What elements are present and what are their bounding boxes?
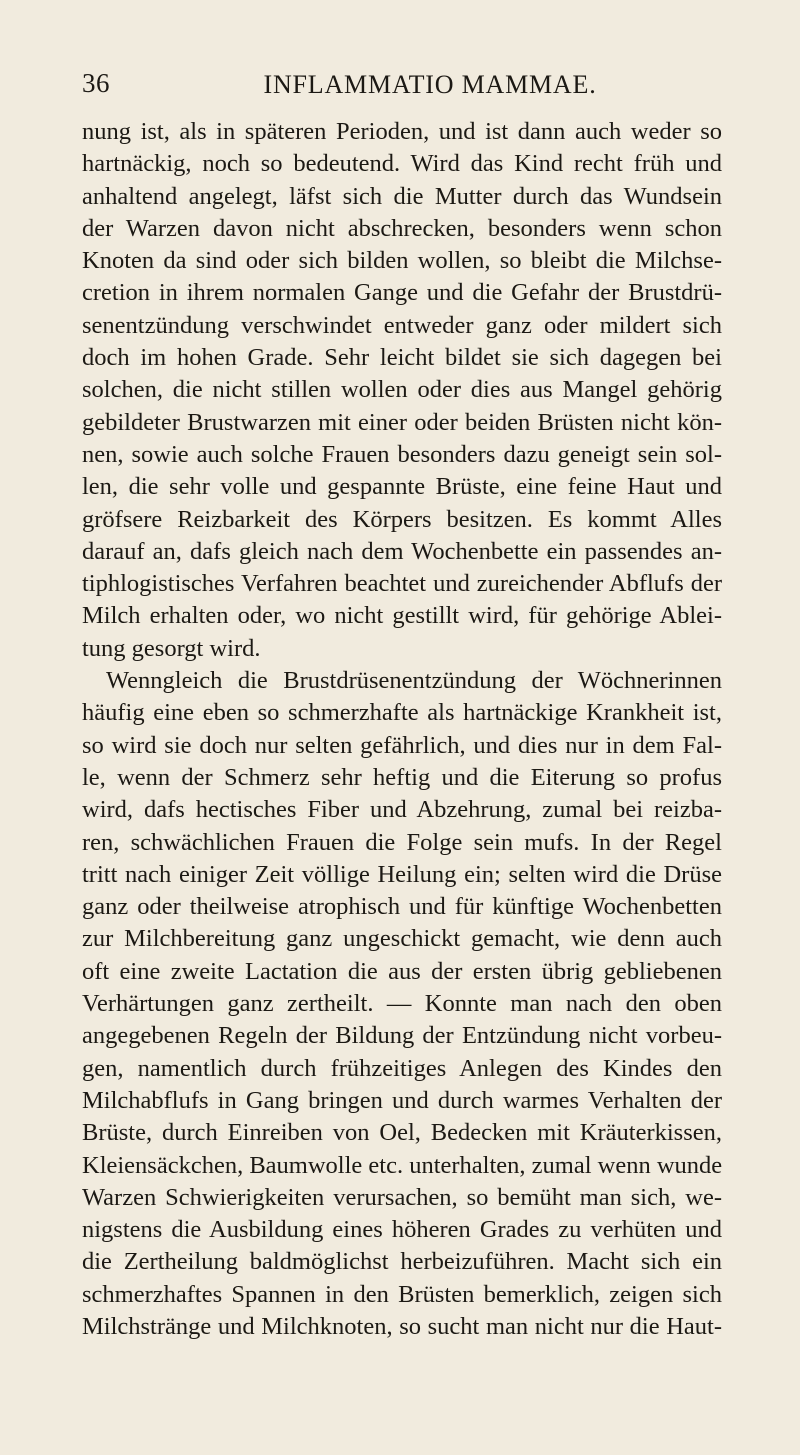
text-line: Brüste, durch Einreiben von Oel, Bedecken mit Kräuterkissen, [82,1119,722,1147]
text-line: ren, schwächlichen Frauen die Folge sein mufs. In der Regel [82,828,722,856]
text-line: die Zertheilung baldmöglichst herbeizuführen. Macht sich ein [82,1248,722,1276]
text-line: tiphlogistisches Verfahren beachtet und zureichender Abflufs der [82,570,722,598]
text-line: tritt nach einiger Zeit völlige Heilung ein; selten wird die Drüse [82,860,722,888]
text-line: cretion in ihrem normalen Gange und die Gefahr der Brustdrü- [82,279,722,307]
text-line: darauf an, dafs gleich nach dem Wochenbette ein passendes an- [82,537,722,565]
body-text [82,116,722,1343]
text-line: gen, namentlich durch frühzeitiges Anlegen des Kindes den [82,1054,722,1082]
text-line: Kleiensäckchen, Baumwolle etc. unterhalten, zumal wenn wunde [82,1151,722,1179]
text-line: so wird sie doch nur selten gefährlich, und dies nur in dem Fal- [82,731,722,759]
text-line: len, die sehr volle und gespannte Brüste, eine feine Haut und [82,473,722,501]
text-line: angegebenen Regeln der Bildung der Entzündung nicht vorbeu- [82,1022,722,1050]
paragraph-end-line: tung gesorgt wird. [82,634,261,662]
text-line: nung ist, als in späteren Perioden, und ist dann auch weder so [82,118,722,145]
text-line: hartnäckig, noch so bedeutend. Wird das Kind recht früh und [82,150,722,178]
text-line: schmerzhaftes Spannen in den Brüsten bemerklich, zeigen sich [82,1280,722,1308]
page-number: 36 [82,68,110,98]
text-line: der Warzen davon nicht abschrecken, besonders wenn schon [82,214,722,242]
text-line: Warzen Schwierigkeiten verursachen, so bemüht man sich, we- [82,1183,722,1211]
text-line: Milchstränge und Milchknoten, so sucht man nicht nur die Haut- [82,1312,722,1340]
text-line: Knoten da sind oder sich bilden wollen, so bleibt die Milchse- [82,247,722,275]
text-line: nen, sowie auch solche Frauen besonders dazu geneigt sein sol- [82,440,722,468]
page-header [60,68,760,108]
text-line: Verhärtungen ganz zertheilt. — Konnte man nach den oben [82,990,722,1018]
text-line: nigstens die Ausbildung eines höheren Grades zu verhüten und [82,1216,722,1244]
text-line: doch im hohen Grade. Sehr leicht bildet sie sich dagegen bei [82,344,722,372]
text-line: zur Milchbereitung ganz ungeschickt gemacht, wie denn auch [82,925,722,953]
text-line: senentzündung verschwindet entweder ganz oder mildert sich [82,311,722,339]
text-line: le, wenn der Schmerz sehr heftig und die Eiterung so profus [82,763,722,791]
text-line: gröfsere Reizbarkeit des Körpers besitzen. Es kommt Alles [82,505,722,533]
paragraph-start-line: Wenngleich die Brustdrüsenentzündung der Wöchnerinnen [106,667,722,695]
running-title: INFLAMMATIO MAMMAE. [263,70,597,99]
text-line: oft eine zweite Lactation die aus der ersten übrig gebliebenen [82,957,722,985]
text-line: häufig eine eben so schmerzhafte als hartnäckige Krankheit ist, [82,699,722,727]
text-line: Milchabflufs in Gang bringen und durch warmes Verhalten der [82,1086,722,1114]
text-line: ganz oder theilweise atrophisch und für künftige Wochenbetten [82,893,722,921]
text-line: solchen, die nicht stillen wollen oder dies aus Mangel gehörig [82,376,722,404]
text-line: wird, dafs hectisches Fiber und Abzehrung, zumal bei reizba- [82,796,722,824]
text-line: anhaltend angelegt, läfst sich die Mutter durch das Wundsein [82,182,722,210]
text-line: Milch erhalten oder, wo nicht gestillt wird, für gehörige Ablei- [82,602,722,630]
text-line: gebildeter Brustwarzen mit einer oder beiden Brüsten nicht kön- [82,408,722,436]
